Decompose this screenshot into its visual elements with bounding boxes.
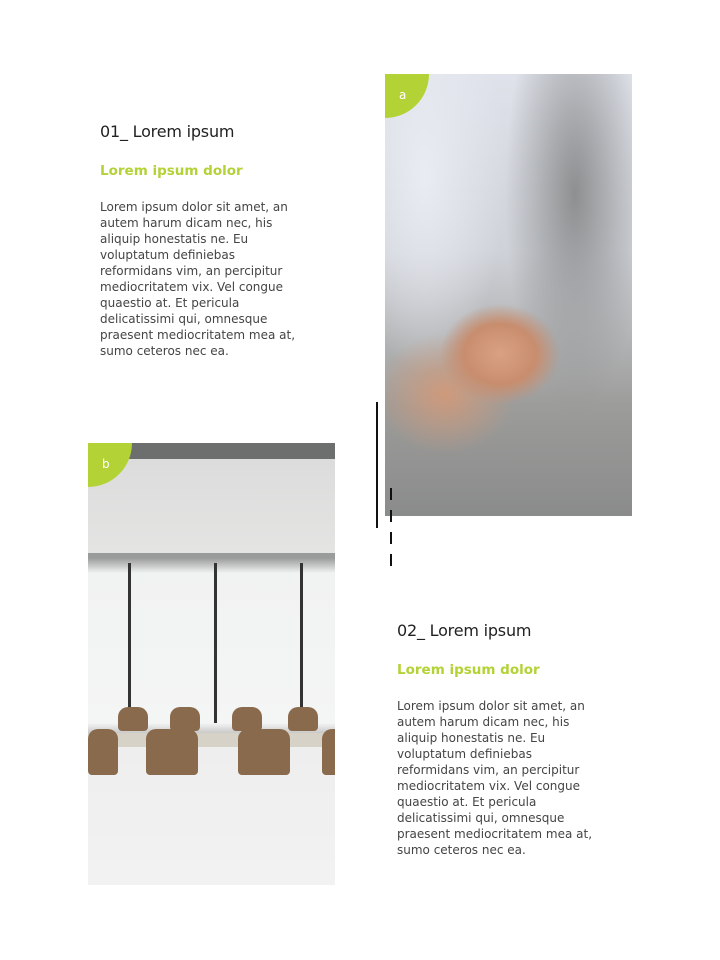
body-line: mediocritatem vix. Vel congue [397,779,581,793]
section-title: 02_ Lorem ipsum [397,621,532,640]
body-line: mediocritatem vix. Vel congue [100,280,284,294]
body-line: quaestio at. Et pericula [100,296,240,310]
body-line: quaestio at. Et pericula [397,795,537,809]
body-line: praesent mediocritatem mea at, [100,328,296,342]
body-line: reformidans vim, an percipitur [100,264,283,278]
section-subtitle: Lorem ipsum dolor [100,163,243,179]
chair [288,707,318,731]
chair [322,729,335,775]
body-line: reformidans vim, an percipitur [397,763,580,777]
chair [232,707,262,731]
body-line: sumo ceteros nec ea. [100,344,229,358]
conference-table [98,733,335,747]
body-line: autem harum dicam nec, his [100,216,273,230]
body-line: Lorem ipsum dolor sit amet, an [100,200,288,214]
chair [238,729,290,775]
body-line: Lorem ipsum dolor sit amet, an [397,699,585,713]
body-line: delicatissimi qui, omnesque [397,811,565,825]
body-line: aliquip honestatis ne. Eu [397,731,546,745]
section-body [397,698,637,858]
chair [170,707,200,731]
section-subtitle: Lorem ipsum dolor [397,662,540,678]
photo-team-hands [385,74,632,516]
badge-label: b [102,457,110,471]
chair [146,729,198,775]
photo-meeting-room [88,443,335,885]
section-title: 01_ Lorem ipsum [100,122,235,141]
badge-label: a [399,88,407,102]
section-02 [397,621,637,858]
body-line: voluptatum definiebas [100,248,235,262]
photo-badge-b [88,443,132,487]
section-01 [100,122,340,359]
divider-line-dashed [390,488,392,570]
window-mullion [214,563,217,723]
window-mullion [300,563,303,723]
body-line: delicatissimi qui, omnesque [100,312,268,326]
chair [118,707,148,731]
photo-badge-a [385,74,429,118]
body-line: autem harum dicam nec, his [397,715,570,729]
body-line: voluptatum definiebas [397,747,532,761]
window-mullion [128,563,131,723]
body-line: sumo ceteros nec ea. [397,843,526,857]
chair [88,729,118,775]
section-body [100,199,340,359]
body-line: aliquip honestatis ne. Eu [100,232,249,246]
body-line: praesent mediocritatem mea at, [397,827,593,841]
divider-line-solid [376,402,378,528]
